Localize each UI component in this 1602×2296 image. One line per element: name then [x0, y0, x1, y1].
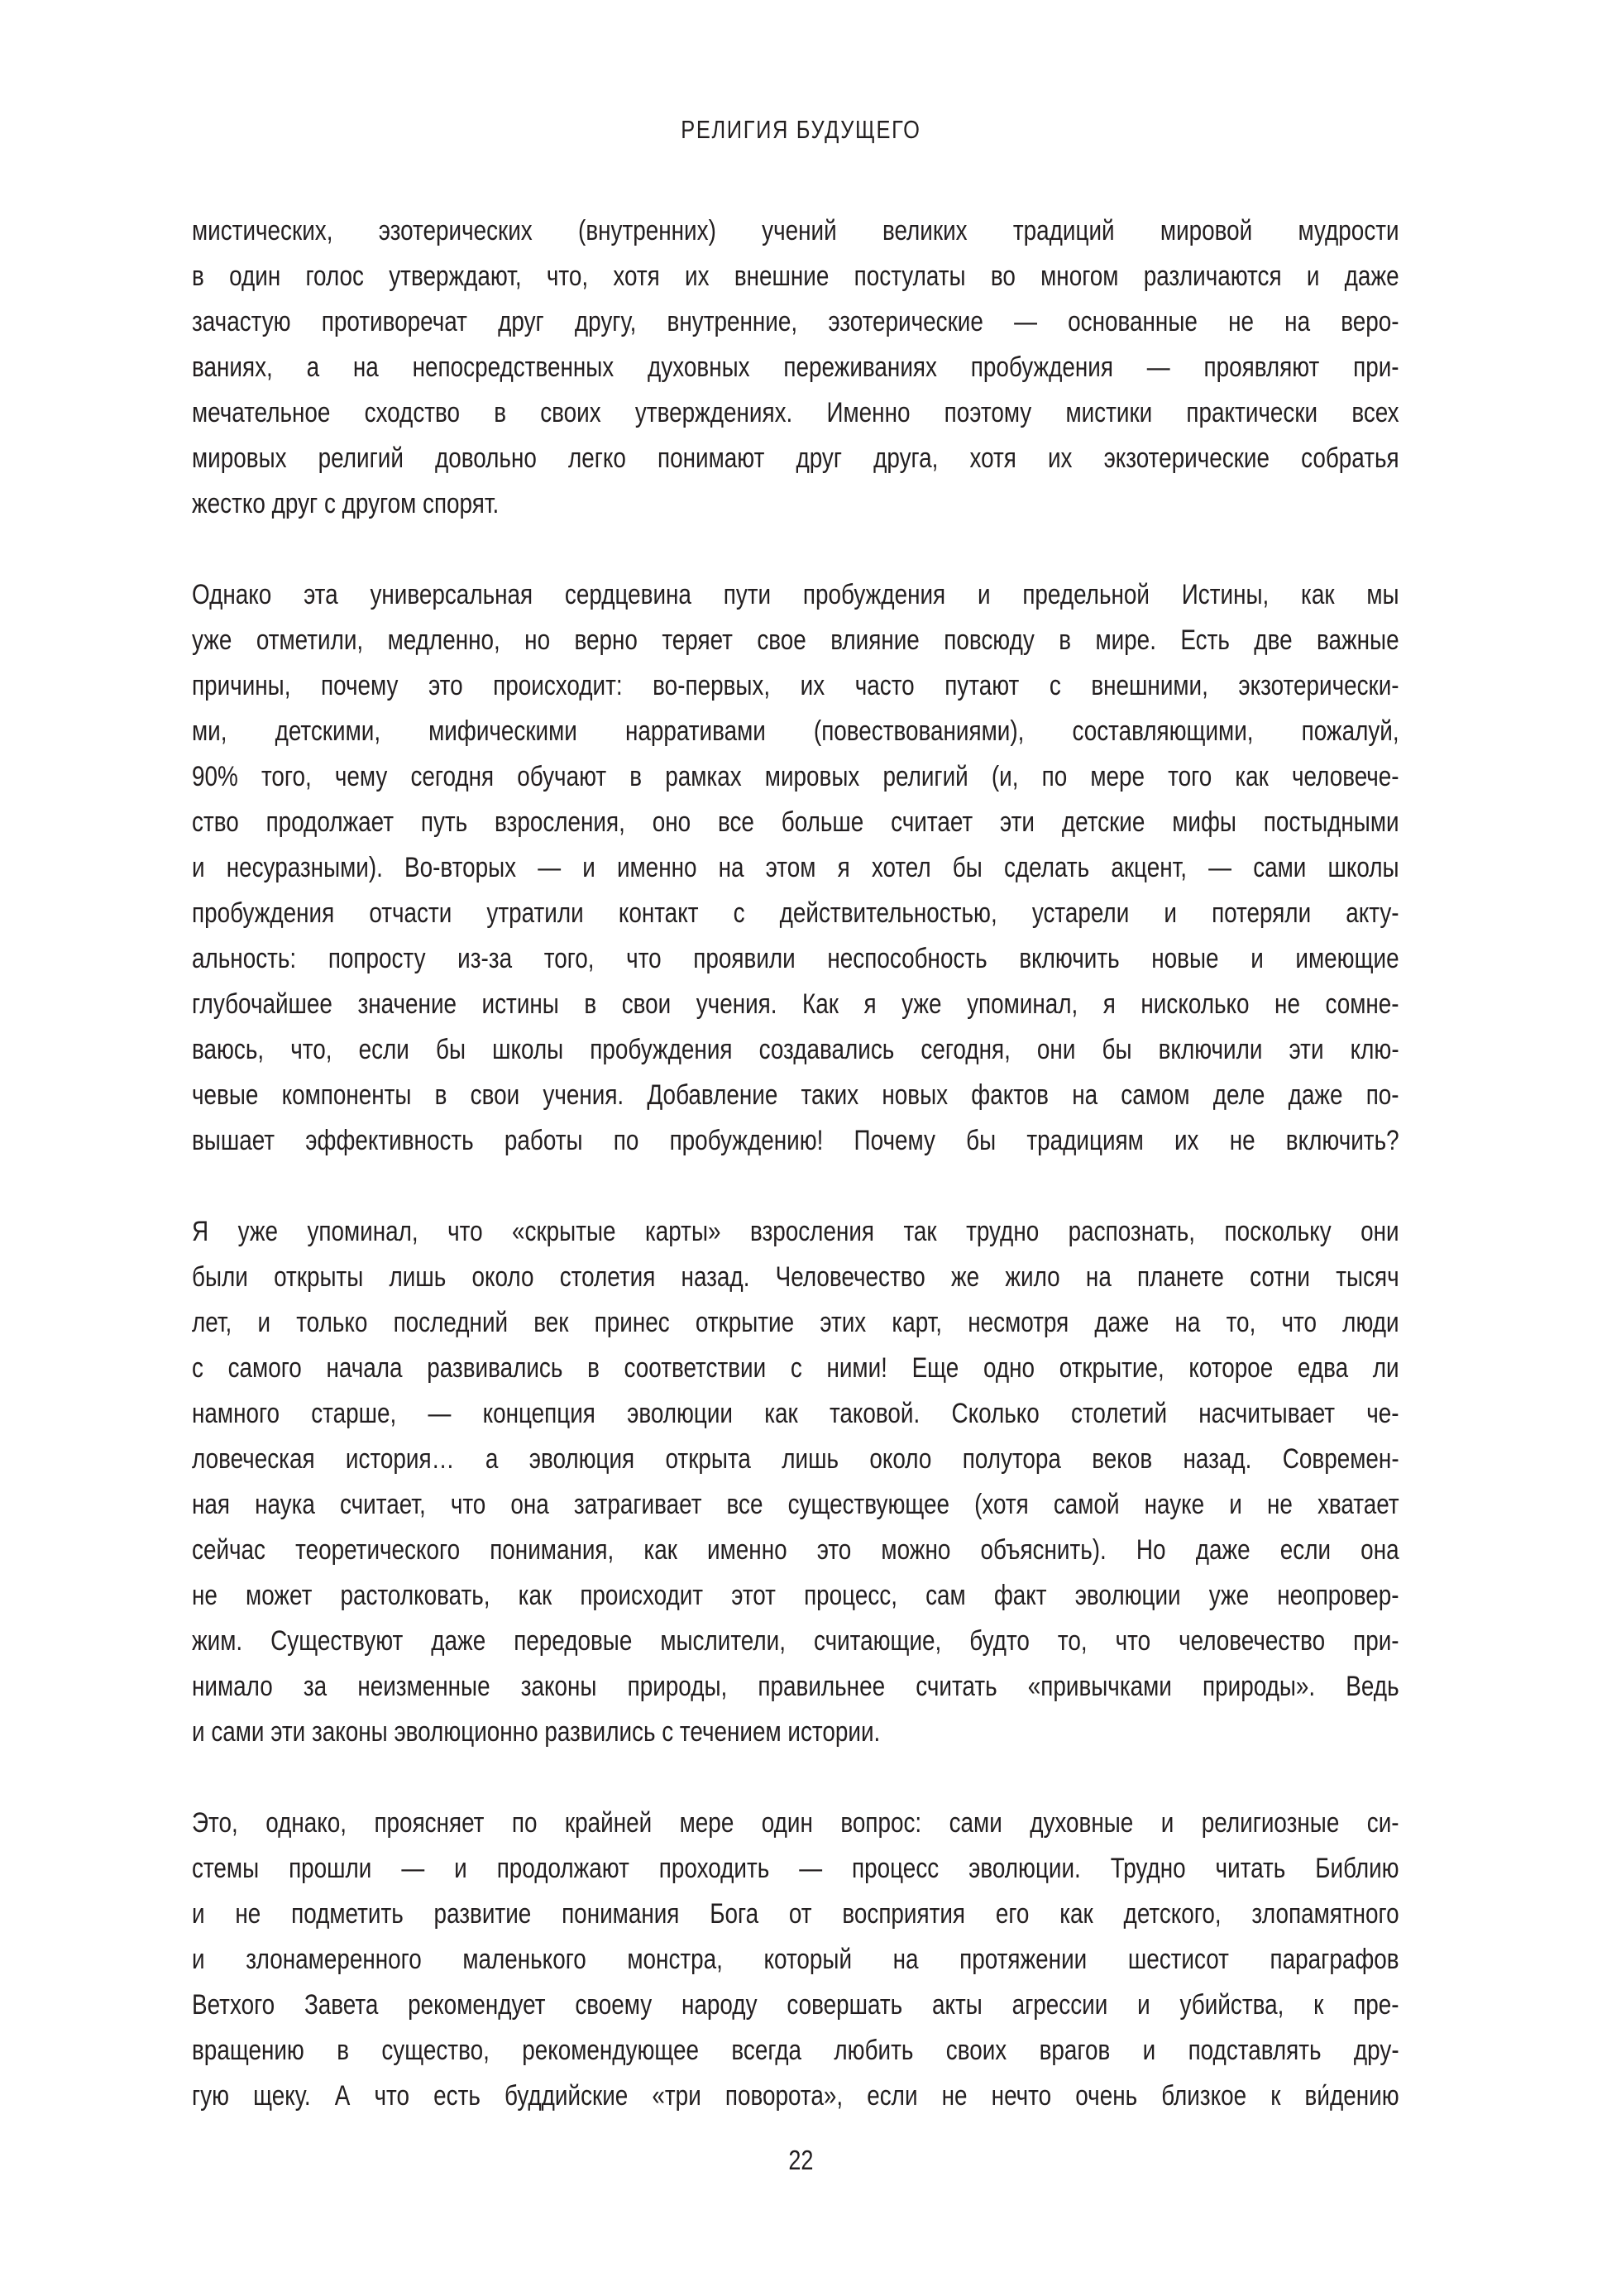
text-line: нимало за неизменные законы природы, правильнее считать «привычками природы». Ведь	[192, 1671, 1399, 1702]
text-line: зачастую противоречат друг другу, внутренние, эзотерические — основанные не на веро-	[192, 306, 1399, 337]
text-line: ми, детскими, мифическими нарративами (повествованиями), составляющими, пожалуй,	[192, 715, 1399, 747]
text-line: чевые компоненты в свои учения. Добавление таких новых фактов на самом деле даже по-	[192, 1079, 1399, 1111]
text-line: Это, однако, проясняет по крайней мере один вопрос: сами духовные и религиозные си-	[192, 1807, 1399, 1839]
text-line: были открыты лишь около столетия назад. Человечество же жило на планете сотни тысяч	[192, 1261, 1399, 1293]
text-line: глубочайшее значение истины в свои учения. Как я уже упоминал, я нисколько не сомне-	[192, 988, 1399, 1020]
text-line: жим. Существуют даже передовые мыслители, считающие, будто то, что человечество при-	[192, 1625, 1399, 1657]
page-number: 22	[788, 2145, 814, 2175]
paragraph-1	[192, 208, 1399, 527]
text-line: мечательное сходство в своих утверждениях. Именно поэтому мистики практически всех	[192, 397, 1399, 428]
text-line: и не подметить развитие понимания Бога от восприятия его как детского, злопамятного	[192, 1898, 1399, 1930]
text-line: и несуразными). Во-вторых — и именно на этом я хотел бы сделать акцент, — сами школы	[192, 852, 1399, 883]
text-line: альность: попросту из-за того, что проявили неспособность включить новые и имеющие	[192, 943, 1399, 974]
text-line: вышает эффективность работы по пробуждению! Почему бы традициям их не включить?	[192, 1125, 1399, 1156]
paragraph-2	[192, 572, 1399, 1164]
running-header-title: РЕЛИГИЯ БУДУЩЕГО	[681, 115, 921, 144]
text-line: Я уже упоминал, что «скрытые карты» взросления так трудно распознать, поскольку они	[192, 1216, 1399, 1247]
text-line: 90% того, чему сегодня обучают в рамках мировых религий (и, по мере того как человече-	[192, 761, 1399, 792]
text-line: пробуждения отчасти утратили контакт с действительностью, устарели и потеряли акту-	[192, 897, 1399, 929]
text-line: ная наука считает, что она затрагивает все существующее (хотя самой науке и не хватает	[192, 1489, 1399, 1520]
text-line: лет, и только последний век принес открытие этих карт, несмотря даже на то, что люди	[192, 1307, 1399, 1338]
text-line: причины, почему это происходит: во-первых, их часто путают с внешними, экзотерически-	[192, 670, 1399, 701]
paragraph-3	[192, 1209, 1399, 1755]
text-line: мистических, эзотерических (внутренних) учений великих традиций мировой мудрости	[192, 215, 1399, 246]
text-line: ваюсь, что, если бы школы пробуждения создавались сегодня, они бы включили эти клю-	[192, 1034, 1399, 1065]
text-line: уже отметили, медленно, но верно теряет свое влияние повсюду в мире. Есть две важные	[192, 624, 1399, 656]
text-line: намного старше, — концепция эволюции как таковой. Сколько столетий насчитывает че-	[192, 1398, 1399, 1429]
paragraph-4	[192, 1801, 1399, 2119]
text-line: жестко друг с другом спорят.	[192, 488, 500, 519]
text-line: вращению в существо, рекомендующее всегда любить своих врагов и подставлять дру-	[192, 2035, 1399, 2066]
text-line: в один голос утверждают, что, хотя их внешние постулаты во многом различаются и даже	[192, 261, 1399, 292]
text-line: Однако эта универсальная сердцевина пути пробуждения и предельной Истины, как мы	[192, 579, 1399, 610]
text-line: не может растолковать, как происходит этот процесс, сам факт эволюции уже неопровер-	[192, 1580, 1399, 1611]
text-line: Ветхого Завета рекомендует своему народу совершать акты агрессии и убийства, к пре-	[192, 1989, 1399, 2021]
text-line: гую щеку. А что есть буддийские «три поворота», если не нечто очень близкое к ви́дению	[192, 2080, 1399, 2112]
text-line: и сами эти законы эволюционно развились с течением истории.	[192, 1716, 881, 1748]
text-line: стемы прошли — и продолжают проходить — процесс эволюции. Трудно читать Библию	[192, 1853, 1399, 1884]
text-line: сейчас теоретического понимания, как именно это можно объяснить). Но даже если она	[192, 1534, 1399, 1566]
text-line: ваниях, а на непосредственных духовных переживаниях пробуждения — проявляют при-	[192, 352, 1399, 383]
text-line: с самого начала развивались в соответствии с ними! Еще одно открытие, которое едва ли	[192, 1352, 1399, 1384]
text-line: ство продолжает путь взросления, оно все больше считает эти детские мифы постыдными	[192, 806, 1399, 838]
body-text	[192, 208, 1399, 2164]
text-line: и злонамеренного маленького монстра, который на протяжении шестисот параграфов	[192, 1944, 1399, 1975]
text-line: мировых религий довольно легко понимают друг друга, хотя их экзотерические собратья	[192, 442, 1399, 474]
text-line: ловеческая история… а эволюция открыта лишь около полутора веков назад. Современ-	[192, 1443, 1399, 1475]
